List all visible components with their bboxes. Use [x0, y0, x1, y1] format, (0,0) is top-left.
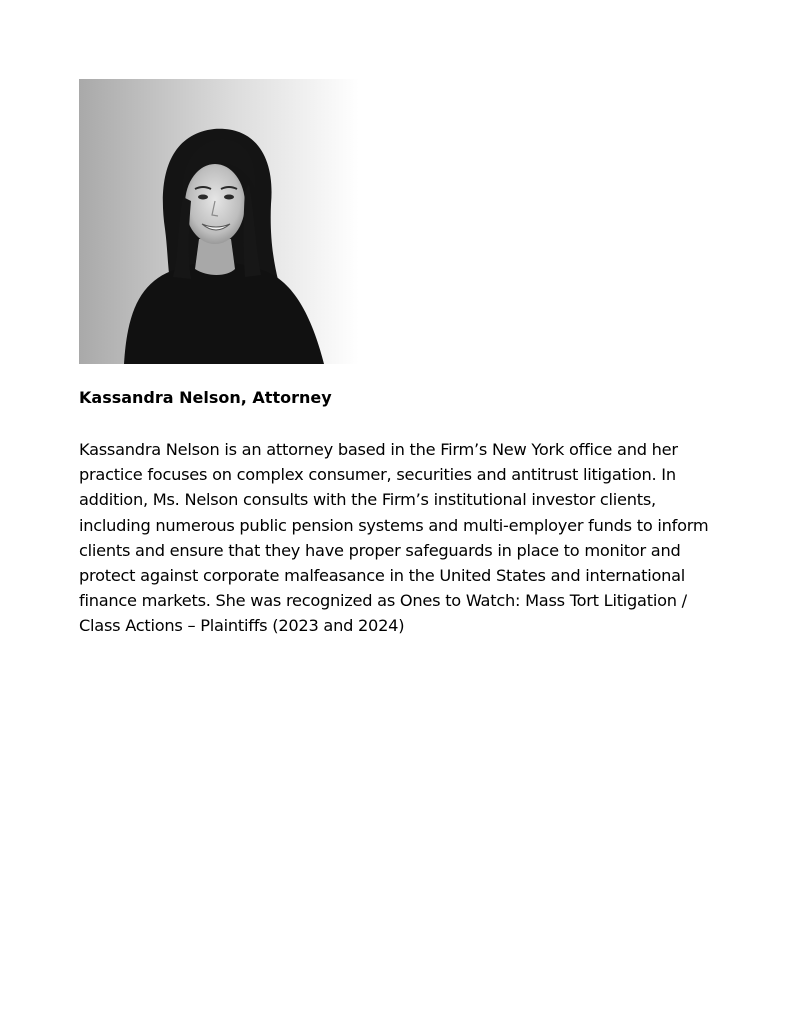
attorney-portrait-photo	[79, 79, 359, 364]
attorney-bio-paragraph: Kassandra Nelson is an attorney based in the Firm’s New York office and her practice focuses on complex consumer, securities and antitrust litigation. In addition, Ms. Nelson consults with the Firm’s institutional investor clients, including numerous public pension systems and multi-employer funds to inform clients and ensure that they have proper safeguards in place to monitor and protect against corporate malfeasance in the United States and international finance markets. She was recognized as Ones to Watch: Mass Tort Litigation / Class Actions – Plaintiffs (2023 and 2024)	[79, 440, 709, 636]
attorney-name-heading: Kassandra Nelson, Attorney	[79, 388, 332, 407]
